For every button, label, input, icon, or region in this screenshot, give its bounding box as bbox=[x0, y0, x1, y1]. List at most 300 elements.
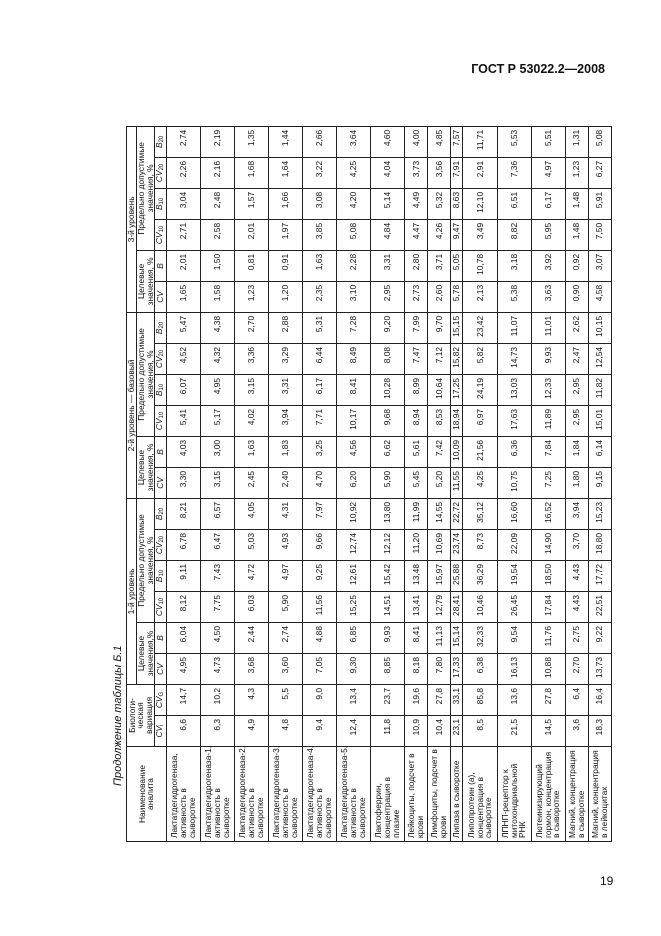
value-cell: 6,20 bbox=[336, 467, 370, 498]
subheader-subscript: 10 bbox=[159, 225, 166, 233]
value-cell: 6,97 bbox=[463, 405, 497, 436]
analyte-name: Липаза в сыворотке bbox=[451, 747, 463, 842]
value-cell: 9,68 bbox=[371, 405, 405, 436]
subheader-cell bbox=[155, 405, 166, 436]
subheader-symbol: CV bbox=[154, 696, 165, 709]
subheader-subscript: 10 bbox=[159, 411, 166, 419]
header-level2: 2-й уровень — базовый bbox=[127, 312, 137, 498]
value-cell: 10,9 bbox=[405, 716, 428, 747]
value-cell: 3,04 bbox=[166, 188, 200, 219]
value-cell: 9,54 bbox=[497, 623, 531, 654]
value-cell: 4,26 bbox=[428, 219, 451, 250]
value-cell: 6,07 bbox=[166, 374, 200, 405]
value-cell: 1,63 bbox=[234, 436, 268, 467]
value-cell: 9,11 bbox=[166, 561, 200, 592]
subheader-symbol: B bbox=[154, 514, 165, 521]
analyte-name: Магний, концентрация в лейкоцитах bbox=[588, 747, 611, 842]
value-cell: 3,00 bbox=[200, 436, 234, 467]
value-cell: 7,36 bbox=[497, 157, 531, 188]
table-row bbox=[405, 64, 428, 841]
value-cell: 8,99 bbox=[405, 374, 428, 405]
value-cell: 0,90 bbox=[565, 281, 588, 312]
subheader-subscript: 20 bbox=[159, 163, 166, 171]
value-cell: 4,47 bbox=[405, 219, 428, 250]
value-cell: 4,84 bbox=[371, 219, 405, 250]
value-cell: 17,84 bbox=[531, 592, 565, 623]
value-cell: 6,27 bbox=[588, 157, 611, 188]
value-cell: 12,12 bbox=[371, 530, 405, 561]
table-row bbox=[268, 64, 302, 841]
table-row bbox=[497, 64, 531, 841]
table-row bbox=[200, 64, 234, 841]
value-cell: 14,5 bbox=[531, 716, 565, 747]
value-cell: 3,18 bbox=[497, 250, 531, 281]
value-cell: 9,25 bbox=[302, 561, 336, 592]
table-row bbox=[302, 64, 336, 841]
value-cell: 10,75 bbox=[497, 467, 531, 498]
analyte-name: ЛПНП-рецептор к митохондриальной РНК bbox=[497, 747, 531, 842]
value-cell: 2,74 bbox=[268, 623, 302, 654]
value-cell: 13,6 bbox=[497, 685, 531, 716]
header-bio-variation: Биологи-ческая вариация bbox=[127, 685, 155, 747]
value-cell: 8,49 bbox=[336, 343, 370, 374]
value-cell: 5,5 bbox=[268, 685, 302, 716]
subheader-subscript: 10 bbox=[159, 383, 166, 391]
header-level3: 3-й уровень bbox=[127, 126, 137, 312]
value-cell: 14,7 bbox=[166, 685, 200, 716]
header-level1: 1-й уровень bbox=[127, 498, 137, 684]
value-cell: 4,04 bbox=[371, 157, 405, 188]
subheader-cell bbox=[155, 498, 166, 529]
value-cell: 7,91 bbox=[451, 157, 463, 188]
subheader-subscript: 20 bbox=[159, 507, 166, 515]
value-cell: 12,4 bbox=[336, 716, 370, 747]
analyte-name: Магний, концентрация в сыворотке bbox=[565, 747, 588, 842]
value-cell: 0,91 bbox=[268, 250, 302, 281]
value-cell: 15,97 bbox=[428, 561, 451, 592]
value-cell: 6,6 bbox=[166, 716, 200, 747]
header-target-l3: Целевые значения, % bbox=[136, 250, 155, 312]
header-target-l2: Целевые значения, % bbox=[136, 436, 155, 498]
value-cell: 12,79 bbox=[428, 592, 451, 623]
subheader-cell bbox=[155, 685, 166, 716]
subheader-cell bbox=[155, 467, 166, 498]
value-cell: 5,53 bbox=[497, 126, 531, 157]
value-cell: 4,70 bbox=[302, 467, 336, 498]
value-cell: 1,84 bbox=[565, 436, 588, 467]
value-cell: 3,6 bbox=[565, 716, 588, 747]
header-target-l1: Целевые значения,% bbox=[136, 623, 155, 685]
value-cell: 13,41 bbox=[405, 592, 428, 623]
value-cell: 5,17 bbox=[200, 405, 234, 436]
value-cell: 7,43 bbox=[200, 561, 234, 592]
subheader-cell bbox=[155, 436, 166, 467]
analyte-name: Лютеинизирующий гормон, концентрация в сыворотке bbox=[531, 747, 565, 842]
value-cell: 11,89 bbox=[531, 405, 565, 436]
subheader-cell bbox=[155, 250, 166, 281]
value-cell: 6,04 bbox=[166, 623, 200, 654]
value-cell: 12,61 bbox=[336, 561, 370, 592]
value-cell: 9,15 bbox=[588, 467, 611, 498]
value-cell: 3,64 bbox=[336, 126, 370, 157]
value-cell: 5,41 bbox=[166, 405, 200, 436]
value-cell: 4,72 bbox=[234, 561, 268, 592]
table-row bbox=[588, 64, 611, 841]
value-cell: 2,45 bbox=[234, 467, 268, 498]
value-cell: 2,95 bbox=[371, 281, 405, 312]
value-cell: 3,85 bbox=[302, 219, 336, 250]
value-cell: 14,51 bbox=[371, 592, 405, 623]
subheader-symbol: CV bbox=[154, 725, 165, 738]
value-cell: 2,47 bbox=[565, 343, 588, 374]
value-cell: 4,43 bbox=[565, 561, 588, 592]
value-cell: 15,14 bbox=[451, 623, 463, 654]
value-cell: 11,01 bbox=[531, 312, 565, 343]
subheader-cell bbox=[155, 592, 166, 623]
value-cell: 8,18 bbox=[405, 654, 428, 685]
value-cell: 9,4 bbox=[302, 716, 336, 747]
value-cell: 6,44 bbox=[302, 343, 336, 374]
rotated-table-container bbox=[126, 92, 612, 842]
value-cell: 3,08 bbox=[302, 188, 336, 219]
value-cell: 10,64 bbox=[428, 374, 451, 405]
value-cell: 7,71 bbox=[302, 405, 336, 436]
value-cell: 2,70 bbox=[565, 654, 588, 685]
value-cell: 3,22 bbox=[302, 157, 336, 188]
value-cell: 4,95 bbox=[200, 374, 234, 405]
value-cell: 6,62 bbox=[371, 436, 405, 467]
value-cell: 6,14 bbox=[588, 436, 611, 467]
subheader-cell bbox=[155, 219, 166, 250]
value-cell: 32,33 bbox=[463, 623, 497, 654]
value-cell: 2,73 bbox=[405, 281, 428, 312]
value-cell: 5,90 bbox=[371, 467, 405, 498]
value-cell: 5,51 bbox=[531, 126, 565, 157]
value-cell: 4,49 bbox=[405, 188, 428, 219]
value-cell: 19,6 bbox=[405, 685, 428, 716]
value-cell: 6,17 bbox=[302, 374, 336, 405]
value-cell: 6,78 bbox=[166, 530, 200, 561]
value-cell: 9,66 bbox=[302, 530, 336, 561]
analyte-name: Лактатдегидрогеназа-1, активность в сыворотке bbox=[200, 747, 234, 842]
value-cell: 3,30 bbox=[166, 467, 200, 498]
value-cell: 5,32 bbox=[428, 188, 451, 219]
page-number: 19 bbox=[600, 874, 614, 888]
standard-designation: ГОСТ Р 53022.2—2008 bbox=[471, 62, 605, 76]
value-cell: 17,72 bbox=[588, 561, 611, 592]
subheader-cell bbox=[155, 126, 166, 157]
value-cell: 21,5 bbox=[497, 716, 531, 747]
value-cell: 10,15 bbox=[588, 312, 611, 343]
table-row bbox=[531, 64, 565, 841]
value-cell: 18,80 bbox=[588, 530, 611, 561]
value-cell: 4,31 bbox=[268, 498, 302, 529]
value-cell: 18,3 bbox=[588, 716, 611, 747]
value-cell: 4,43 bbox=[565, 592, 588, 623]
value-cell: 3,68 bbox=[234, 654, 268, 685]
value-cell: 23,7 bbox=[371, 685, 405, 716]
value-cell: 14,90 bbox=[531, 530, 565, 561]
value-cell: 2,48 bbox=[200, 188, 234, 219]
value-cell: 4,56 bbox=[336, 436, 370, 467]
header-limits-l1: Предельно допустимые значения, % bbox=[136, 498, 155, 622]
value-cell: 12,33 bbox=[531, 374, 565, 405]
value-cell: 2,66 bbox=[302, 126, 336, 157]
value-cell: 13,73 bbox=[588, 654, 611, 685]
value-cell: 1,50 bbox=[200, 250, 234, 281]
value-cell: 8,63 bbox=[451, 188, 463, 219]
value-cell: 35,12 bbox=[463, 498, 497, 529]
value-cell: 3,63 bbox=[531, 281, 565, 312]
subheader-symbol: B bbox=[155, 635, 166, 641]
subheader-subscript: 20 bbox=[159, 321, 166, 329]
subheader-subscript: 10 bbox=[159, 597, 166, 605]
value-cell: 10,78 bbox=[463, 250, 497, 281]
value-cell: 3,92 bbox=[531, 250, 565, 281]
value-cell: 15,01 bbox=[588, 405, 611, 436]
subheader-symbol: CV bbox=[154, 418, 165, 431]
value-cell: 3,31 bbox=[371, 250, 405, 281]
subheader-subscript: 10 bbox=[159, 569, 166, 577]
value-cell: 1,31 bbox=[565, 126, 588, 157]
value-cell: 11,99 bbox=[405, 498, 428, 529]
value-cell: 5,95 bbox=[531, 219, 565, 250]
value-cell: 5,08 bbox=[336, 219, 370, 250]
value-cell: 1,63 bbox=[302, 250, 336, 281]
value-cell: 11,8 bbox=[371, 716, 405, 747]
table-row bbox=[565, 64, 588, 841]
value-cell: 3,60 bbox=[268, 654, 302, 685]
value-cell: 7,47 bbox=[405, 343, 428, 374]
value-cell: 36,29 bbox=[463, 561, 497, 592]
value-cell: 5,91 bbox=[588, 188, 611, 219]
subheader-symbol: CV bbox=[155, 291, 166, 303]
subheader-cell bbox=[155, 623, 166, 654]
value-cell: 4,32 bbox=[200, 343, 234, 374]
value-cell: 23,42 bbox=[463, 312, 497, 343]
analyte-name: Лактатдегидрогеназа-3, активность в сыворотке bbox=[268, 747, 302, 842]
value-cell: 3,15 bbox=[200, 467, 234, 498]
value-cell: 1,23 bbox=[234, 281, 268, 312]
value-cell: 2,40 bbox=[268, 467, 302, 498]
value-cell: 12,54 bbox=[588, 343, 611, 374]
value-cell: 7,42 bbox=[428, 436, 451, 467]
value-cell: 13,48 bbox=[405, 561, 428, 592]
value-cell: 4,03 bbox=[166, 436, 200, 467]
value-cell: 8,85 bbox=[371, 654, 405, 685]
value-cell: 3,94 bbox=[268, 405, 302, 436]
value-cell: 9,70 bbox=[428, 312, 451, 343]
value-cell: 85,8 bbox=[463, 685, 497, 716]
subheader-cell bbox=[155, 157, 166, 188]
value-cell: 7,57 bbox=[451, 126, 463, 157]
value-cell: 10,09 bbox=[451, 436, 463, 467]
value-cell: 4,00 bbox=[405, 126, 428, 157]
subheader-symbol: CV bbox=[155, 663, 166, 675]
value-cell: 4,25 bbox=[463, 467, 497, 498]
value-cell: 5,61 bbox=[405, 436, 428, 467]
value-cell: 1,23 bbox=[565, 157, 588, 188]
value-cell: 2,71 bbox=[166, 219, 200, 250]
value-cell: 4,58 bbox=[588, 281, 611, 312]
value-cell: 2,28 bbox=[336, 250, 370, 281]
value-cell: 11,07 bbox=[497, 312, 531, 343]
value-cell: 6,03 bbox=[234, 592, 268, 623]
value-cell: 3,49 bbox=[463, 219, 497, 250]
table-row bbox=[336, 64, 370, 841]
value-cell: 2,16 bbox=[200, 157, 234, 188]
analyte-name: Лимфоциты, подсчет в крови bbox=[428, 747, 451, 842]
value-cell: 0,92 bbox=[565, 250, 588, 281]
value-cell: 3,07 bbox=[588, 250, 611, 281]
value-cell: 7,50 bbox=[588, 219, 611, 250]
value-cell: 13,03 bbox=[497, 374, 531, 405]
subheader-subscript: G bbox=[159, 691, 166, 697]
value-cell: 11,13 bbox=[428, 623, 451, 654]
value-cell: 15,42 bbox=[371, 561, 405, 592]
value-cell: 5,20 bbox=[428, 467, 451, 498]
value-cell: 27,8 bbox=[428, 685, 451, 716]
table-row bbox=[451, 64, 463, 841]
value-cell: 10,4 bbox=[428, 716, 451, 747]
value-cell: 9,93 bbox=[531, 343, 565, 374]
analyte-table bbox=[126, 64, 612, 842]
value-cell: 5,05 bbox=[451, 250, 463, 281]
subheader-cell bbox=[155, 716, 166, 747]
value-cell: 21,56 bbox=[463, 436, 497, 467]
value-cell: 6,51 bbox=[497, 188, 531, 219]
value-cell: 10,88 bbox=[531, 654, 565, 685]
subheader-symbol: B bbox=[154, 142, 165, 148]
value-cell: 4,93 bbox=[268, 530, 302, 561]
value-cell: 4,85 bbox=[428, 126, 451, 157]
value-cell: 7,80 bbox=[428, 654, 451, 685]
value-cell: 1,35 bbox=[234, 126, 268, 157]
value-cell: 2,35 bbox=[302, 281, 336, 312]
value-cell: 6,4 bbox=[565, 685, 588, 716]
value-cell: 10,46 bbox=[463, 592, 497, 623]
value-cell: 9,30 bbox=[336, 654, 370, 685]
value-cell: 7,12 bbox=[428, 343, 451, 374]
subheader-symbol: B bbox=[154, 204, 165, 211]
value-cell: 1,44 bbox=[268, 126, 302, 157]
subheader-symbol: CV bbox=[154, 604, 165, 617]
value-cell: 4,25 bbox=[336, 157, 370, 188]
value-cell: 2,80 bbox=[405, 250, 428, 281]
value-cell: 9,93 bbox=[371, 623, 405, 654]
value-cell: 1,48 bbox=[565, 219, 588, 250]
value-cell: 1,68 bbox=[234, 157, 268, 188]
value-cell: 4,60 bbox=[371, 126, 405, 157]
value-cell: 1,57 bbox=[234, 188, 268, 219]
value-cell: 18,94 bbox=[451, 405, 463, 436]
header-limits-l3: Предельно допустимые значения, % bbox=[136, 126, 155, 250]
value-cell: 11,71 bbox=[463, 126, 497, 157]
value-cell: 17,63 bbox=[497, 405, 531, 436]
value-cell: 3,56 bbox=[428, 157, 451, 188]
value-cell: 4,9 bbox=[234, 716, 268, 747]
value-cell: 8,12 bbox=[166, 592, 200, 623]
value-cell: 3,10 bbox=[336, 281, 370, 312]
value-cell: 8,08 bbox=[371, 343, 405, 374]
value-cell: 3,36 bbox=[234, 343, 268, 374]
header-limits-l2: Предельно допустимые значения, % bbox=[136, 312, 155, 436]
value-cell: 13,80 bbox=[371, 498, 405, 529]
value-cell: 5,45 bbox=[405, 467, 428, 498]
subheader-cell bbox=[155, 188, 166, 219]
table-row bbox=[234, 64, 268, 841]
value-cell: 8,41 bbox=[405, 623, 428, 654]
value-cell: 19,54 bbox=[497, 561, 531, 592]
subheader-symbol: B bbox=[155, 449, 166, 455]
value-cell: 22,51 bbox=[588, 592, 611, 623]
value-cell: 5,82 bbox=[463, 343, 497, 374]
value-cell: 22,09 bbox=[497, 530, 531, 561]
value-cell: 23,1 bbox=[451, 716, 463, 747]
value-cell: 9,0 bbox=[302, 685, 336, 716]
value-cell: 7,25 bbox=[531, 467, 565, 498]
value-cell: 17,25 bbox=[451, 374, 463, 405]
value-cell: 2,75 bbox=[565, 623, 588, 654]
value-cell: 24,19 bbox=[463, 374, 497, 405]
value-cell: 1,58 bbox=[200, 281, 234, 312]
value-cell: 2,60 bbox=[428, 281, 451, 312]
value-cell: 4,8 bbox=[268, 716, 302, 747]
subheader-subscript: i bbox=[159, 724, 166, 726]
value-cell: 8,73 bbox=[463, 530, 497, 561]
subheader-symbol: B bbox=[154, 328, 165, 335]
value-cell: 2,13 bbox=[463, 281, 497, 312]
subheader-symbol: CV bbox=[154, 542, 165, 555]
subheader-cell bbox=[155, 561, 166, 592]
table-row bbox=[463, 64, 497, 841]
subheader-subscript: 20 bbox=[159, 535, 166, 543]
subheader-symbol: CV bbox=[155, 477, 166, 489]
value-cell: 15,15 bbox=[451, 312, 463, 343]
value-cell: 8,41 bbox=[336, 374, 370, 405]
value-cell: 4,38 bbox=[200, 312, 234, 343]
value-cell: 18,50 bbox=[531, 561, 565, 592]
value-cell: 5,03 bbox=[234, 530, 268, 561]
value-cell: 4,95 bbox=[166, 654, 200, 685]
analyte-name: Лейкоциты, подсчет в крови bbox=[405, 747, 428, 842]
value-cell: 9,22 bbox=[588, 623, 611, 654]
value-cell: 25,88 bbox=[451, 561, 463, 592]
value-cell: 0,81 bbox=[234, 250, 268, 281]
table-row bbox=[428, 64, 451, 841]
value-cell: 11,55 bbox=[451, 467, 463, 498]
value-cell: 11,56 bbox=[302, 592, 336, 623]
value-cell: 4,50 bbox=[200, 623, 234, 654]
value-cell: 1,97 bbox=[268, 219, 302, 250]
value-cell: 1,20 bbox=[268, 281, 302, 312]
header-analyte: Наименование аналита bbox=[127, 747, 167, 842]
value-cell: 5,47 bbox=[166, 312, 200, 343]
value-cell: 7,97 bbox=[302, 498, 336, 529]
subheader-cell bbox=[155, 281, 166, 312]
value-cell: 2,88 bbox=[268, 312, 302, 343]
value-cell: 4,3 bbox=[234, 685, 268, 716]
value-cell: 5,90 bbox=[268, 592, 302, 623]
table-body bbox=[166, 64, 611, 841]
value-cell: 8,5 bbox=[463, 716, 497, 747]
value-cell: 2,91 bbox=[463, 157, 497, 188]
value-cell: 5,78 bbox=[451, 281, 463, 312]
table-row bbox=[166, 64, 200, 841]
value-cell: 5,08 bbox=[588, 126, 611, 157]
subheader-symbol: B bbox=[154, 390, 165, 397]
value-cell: 6,17 bbox=[531, 188, 565, 219]
